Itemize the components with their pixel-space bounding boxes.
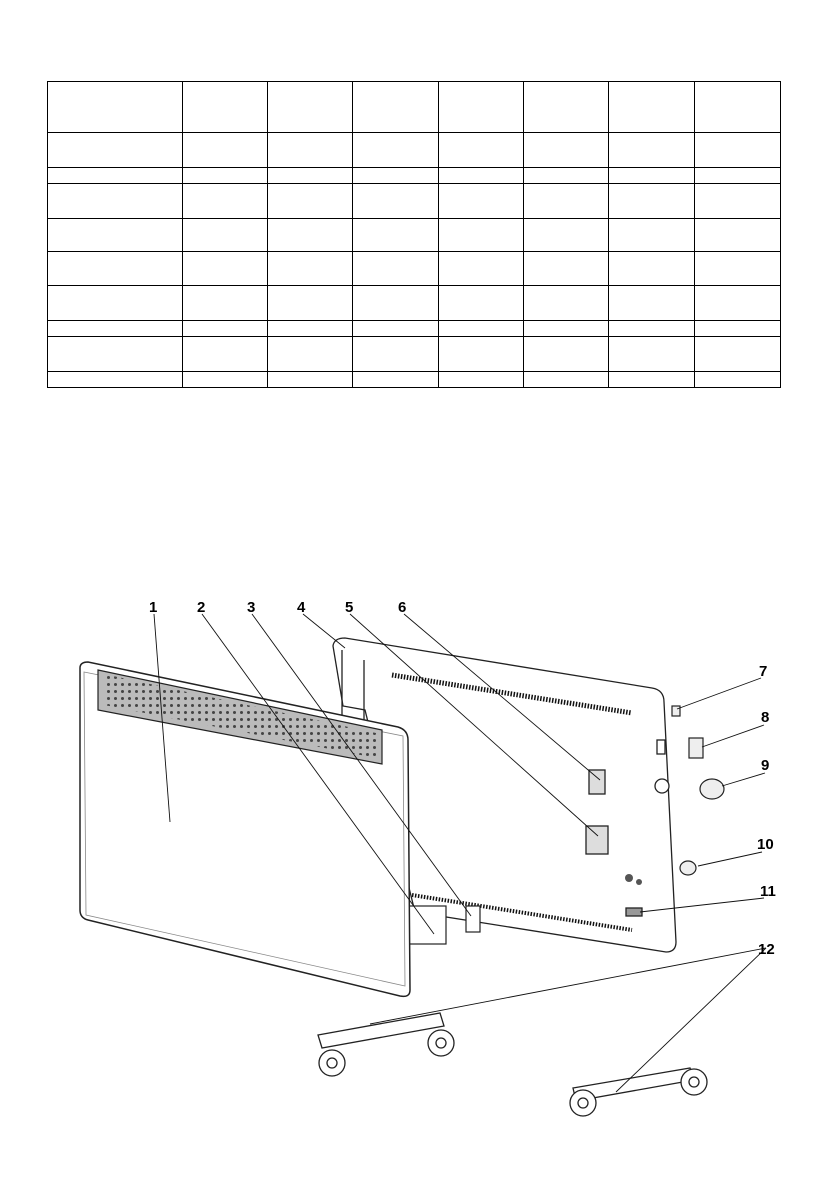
table-cell	[695, 286, 781, 320]
table-cell	[353, 320, 439, 336]
table-cell	[524, 183, 609, 218]
table-cell	[353, 218, 439, 251]
table-cell	[695, 320, 781, 336]
exploded-assembly-diagram	[0, 590, 839, 1191]
table-cell	[268, 286, 353, 320]
mounting-brackets	[408, 906, 480, 944]
switch-parts	[672, 706, 724, 875]
table-cell	[353, 183, 439, 218]
table-row	[48, 167, 781, 183]
callout-5: 5	[345, 599, 354, 616]
callout-7: 7	[759, 663, 768, 680]
table-cell	[695, 183, 781, 218]
table-cell	[353, 371, 439, 387]
table-cell	[268, 183, 353, 218]
table-cell	[353, 82, 439, 133]
table-row	[48, 320, 781, 336]
table-cell	[268, 133, 353, 167]
table-cell	[268, 320, 353, 336]
table-cell	[183, 286, 268, 320]
table-row	[48, 183, 781, 218]
table-cell	[183, 167, 268, 183]
table-cell	[524, 218, 609, 251]
table-row	[48, 286, 781, 320]
table-cell	[439, 252, 524, 286]
table-cell	[268, 252, 353, 286]
table-cell	[609, 286, 695, 320]
callout-2: 2	[197, 599, 206, 616]
table-cell	[524, 252, 609, 286]
table-cell	[183, 218, 268, 251]
table-cell	[524, 167, 609, 183]
table-cell	[353, 336, 439, 371]
table-cell	[268, 82, 353, 133]
table-cell	[524, 82, 609, 133]
callout-3: 3	[247, 599, 256, 616]
spec-table	[47, 81, 781, 388]
callout-4: 4	[297, 599, 306, 616]
table-cell	[48, 167, 183, 183]
table-cell	[439, 371, 524, 387]
table-cell	[48, 336, 183, 371]
table-cell	[268, 336, 353, 371]
table-row	[48, 371, 781, 387]
castor-feet	[318, 1013, 707, 1116]
table-cell	[439, 320, 524, 336]
table-cell	[353, 286, 439, 320]
table-cell	[609, 371, 695, 387]
table-cell	[183, 336, 268, 371]
callout-10: 10	[757, 836, 774, 853]
table-cell	[268, 218, 353, 251]
table-cell	[609, 133, 695, 167]
callout-1: 1	[149, 599, 158, 616]
table-cell	[609, 82, 695, 133]
table-cell	[695, 167, 781, 183]
table-cell	[439, 286, 524, 320]
table-cell	[439, 336, 524, 371]
table-cell	[439, 183, 524, 218]
table-cell	[695, 133, 781, 167]
callout-12: 12	[758, 941, 775, 958]
table-cell	[609, 218, 695, 251]
front-cover	[80, 662, 410, 996]
table-cell	[609, 183, 695, 218]
table-row	[48, 336, 781, 371]
table-cell	[183, 252, 268, 286]
table-cell	[609, 320, 695, 336]
table-cell	[353, 167, 439, 183]
table-row	[48, 133, 781, 167]
table-row	[48, 252, 781, 286]
table-cell	[524, 286, 609, 320]
table-cell	[48, 82, 183, 133]
table-cell	[609, 167, 695, 183]
table-cell	[524, 320, 609, 336]
callout-11: 11	[760, 883, 776, 900]
table-cell	[183, 371, 268, 387]
callout-9: 9	[761, 757, 770, 774]
table-cell	[48, 371, 183, 387]
table-cell	[48, 218, 183, 251]
table-cell	[183, 82, 268, 133]
table-cell	[524, 371, 609, 387]
table-cell	[695, 336, 781, 371]
table-cell	[695, 218, 781, 251]
table-cell	[353, 252, 439, 286]
table-cell	[695, 82, 781, 133]
table-cell	[268, 371, 353, 387]
table-cell	[48, 133, 183, 167]
table-cell	[439, 82, 524, 133]
table-cell	[48, 183, 183, 218]
table-cell	[609, 336, 695, 371]
table-cell	[439, 218, 524, 251]
table-cell	[48, 252, 183, 286]
table-row	[48, 218, 781, 251]
table-cell	[695, 252, 781, 286]
table-cell	[524, 336, 609, 371]
callout-6: 6	[398, 599, 407, 616]
table-cell	[48, 286, 183, 320]
table-cell	[48, 320, 183, 336]
table-row	[48, 82, 781, 133]
table-cell	[439, 167, 524, 183]
table-cell	[439, 133, 524, 167]
callout-8: 8	[761, 709, 770, 726]
table-cell	[183, 133, 268, 167]
table-cell	[183, 320, 268, 336]
table-cell	[609, 252, 695, 286]
table-cell	[268, 167, 353, 183]
table-cell	[695, 371, 781, 387]
table-cell	[353, 133, 439, 167]
table-cell	[183, 183, 268, 218]
table-cell	[524, 133, 609, 167]
